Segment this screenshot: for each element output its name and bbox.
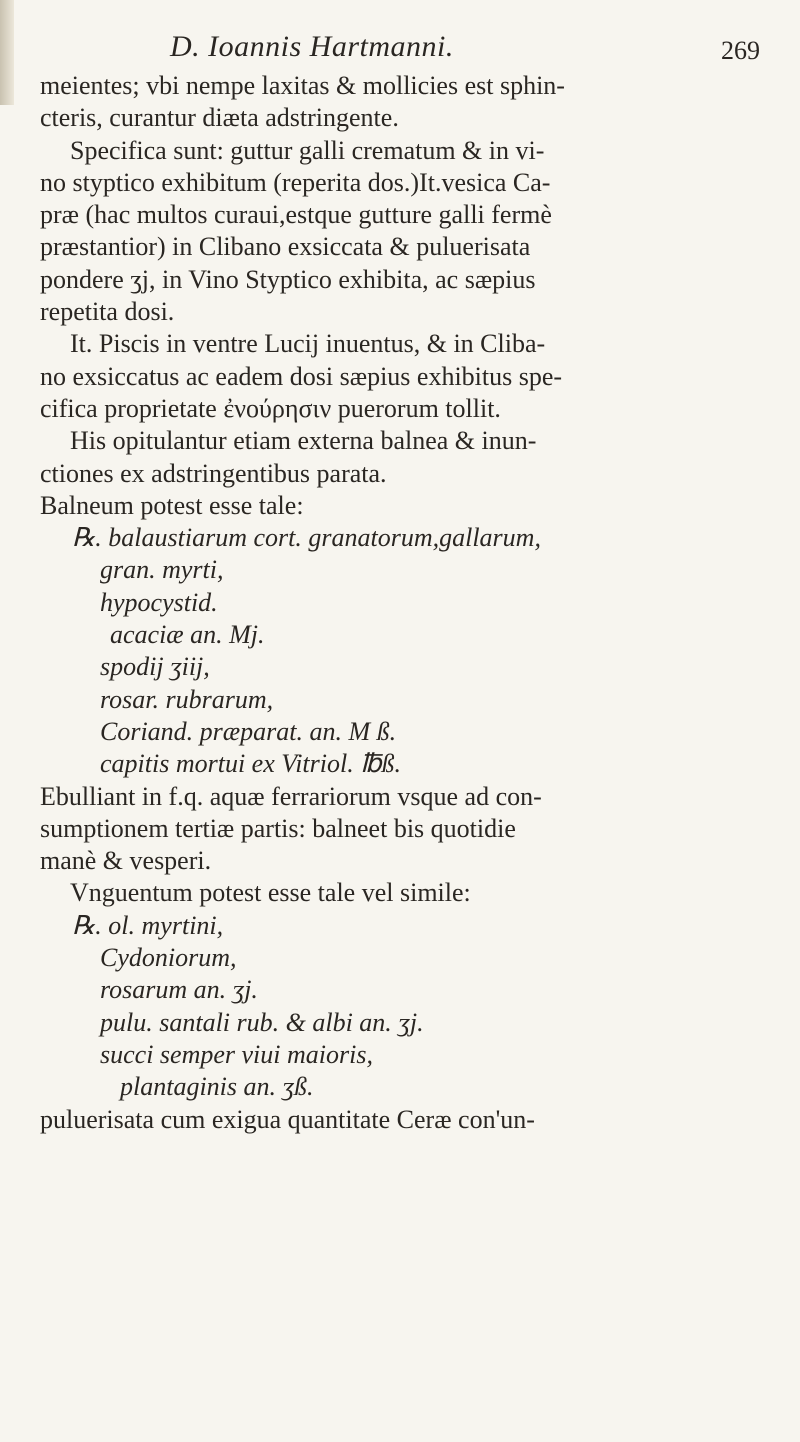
text-line: Balneum potest esse tale: <box>40 490 304 520</box>
page-edge <box>0 0 14 105</box>
recipe-balneum <box>40 522 780 780</box>
recipe-line: spodij ʒiij, <box>100 652 210 682</box>
recipe-line: pulu. santali rub. & albi an. ʒj. <box>100 1007 424 1037</box>
recipe-line: ℞. balaustiarum cort. granatorum,gallarum, <box>72 523 541 553</box>
text-line: cteris, curantur diæta adstringente. <box>40 103 399 133</box>
text-line: ctiones ex adstringentibus parata. <box>40 458 387 488</box>
text-line: repetita dosi. <box>40 297 175 327</box>
text-line: præstantior) in Clibano exsiccata & puluerisata <box>40 232 531 262</box>
recipe-line: gran. myrti, <box>100 555 224 585</box>
running-head: D. Ioannis Hartmanni. <box>170 30 454 63</box>
text-line: It. Piscis in ventre Lucij inuentus, & in Cliba- <box>70 329 546 359</box>
page <box>40 22 780 1136</box>
text-line: cifica proprietate ἐνούρησιν puerorum tollit. <box>40 393 501 423</box>
text-line: Vnguentum potest esse tale vel simile: <box>70 878 471 908</box>
recipe-line: ℞. ol. myrtini, <box>72 910 224 940</box>
text-line: pondere ʒj, in Vino Styptico exhibita, ac sæpius <box>40 264 536 294</box>
text-line: Ebulliant in f.q. aquæ ferrariorum vsque ad con- <box>40 781 542 811</box>
middle-text <box>40 781 780 910</box>
text-line: Specifica sunt: guttur galli crematum & in vi- <box>70 135 545 165</box>
page-header <box>40 22 780 70</box>
recipe-line: succi semper viui maioris, <box>100 1039 373 1069</box>
text-line: His opitulantur etiam externa balnea & inun- <box>70 426 537 456</box>
recipe-line: acaciæ an. Mj. <box>110 620 265 650</box>
text-line: no exsiccatus ac eadem dosi sæpius exhibitus spe- <box>40 361 563 391</box>
recipe-line: capitis mortui ex Vitriol. ℔ß. <box>100 749 401 779</box>
recipe-line: plantaginis an. ʒß. <box>120 1072 314 1102</box>
page-number: 269 <box>721 36 760 65</box>
text-line: no styptico exhibitum (reperita dos.)It.vesica Ca- <box>40 167 551 197</box>
recipe-line: rosarum an. ʒj. <box>100 975 258 1005</box>
text-line: manè & vesperi. <box>40 846 212 876</box>
recipe-line: rosar. rubrarum, <box>100 684 274 714</box>
last-line: puluerisata cum exigua quantitate Ceræ con'un- <box>40 1104 535 1134</box>
text-line: sumptionem tertiæ partis: balneet bis quotidie <box>40 813 516 843</box>
recipe-line: Coriand. præparat. an. M ß. <box>100 716 397 746</box>
recipe-unguentum <box>40 910 780 1104</box>
text-line: præ (hac multos curaui,estque gutture galli fermè <box>40 200 552 230</box>
text-line: meientes; vbi nempe laxitas & mollicies est sphin- <box>40 71 565 100</box>
recipe-line: Cydoniorum, <box>100 943 237 973</box>
body-text <box>40 70 780 522</box>
recipe-line: hypocystid. <box>100 587 218 617</box>
